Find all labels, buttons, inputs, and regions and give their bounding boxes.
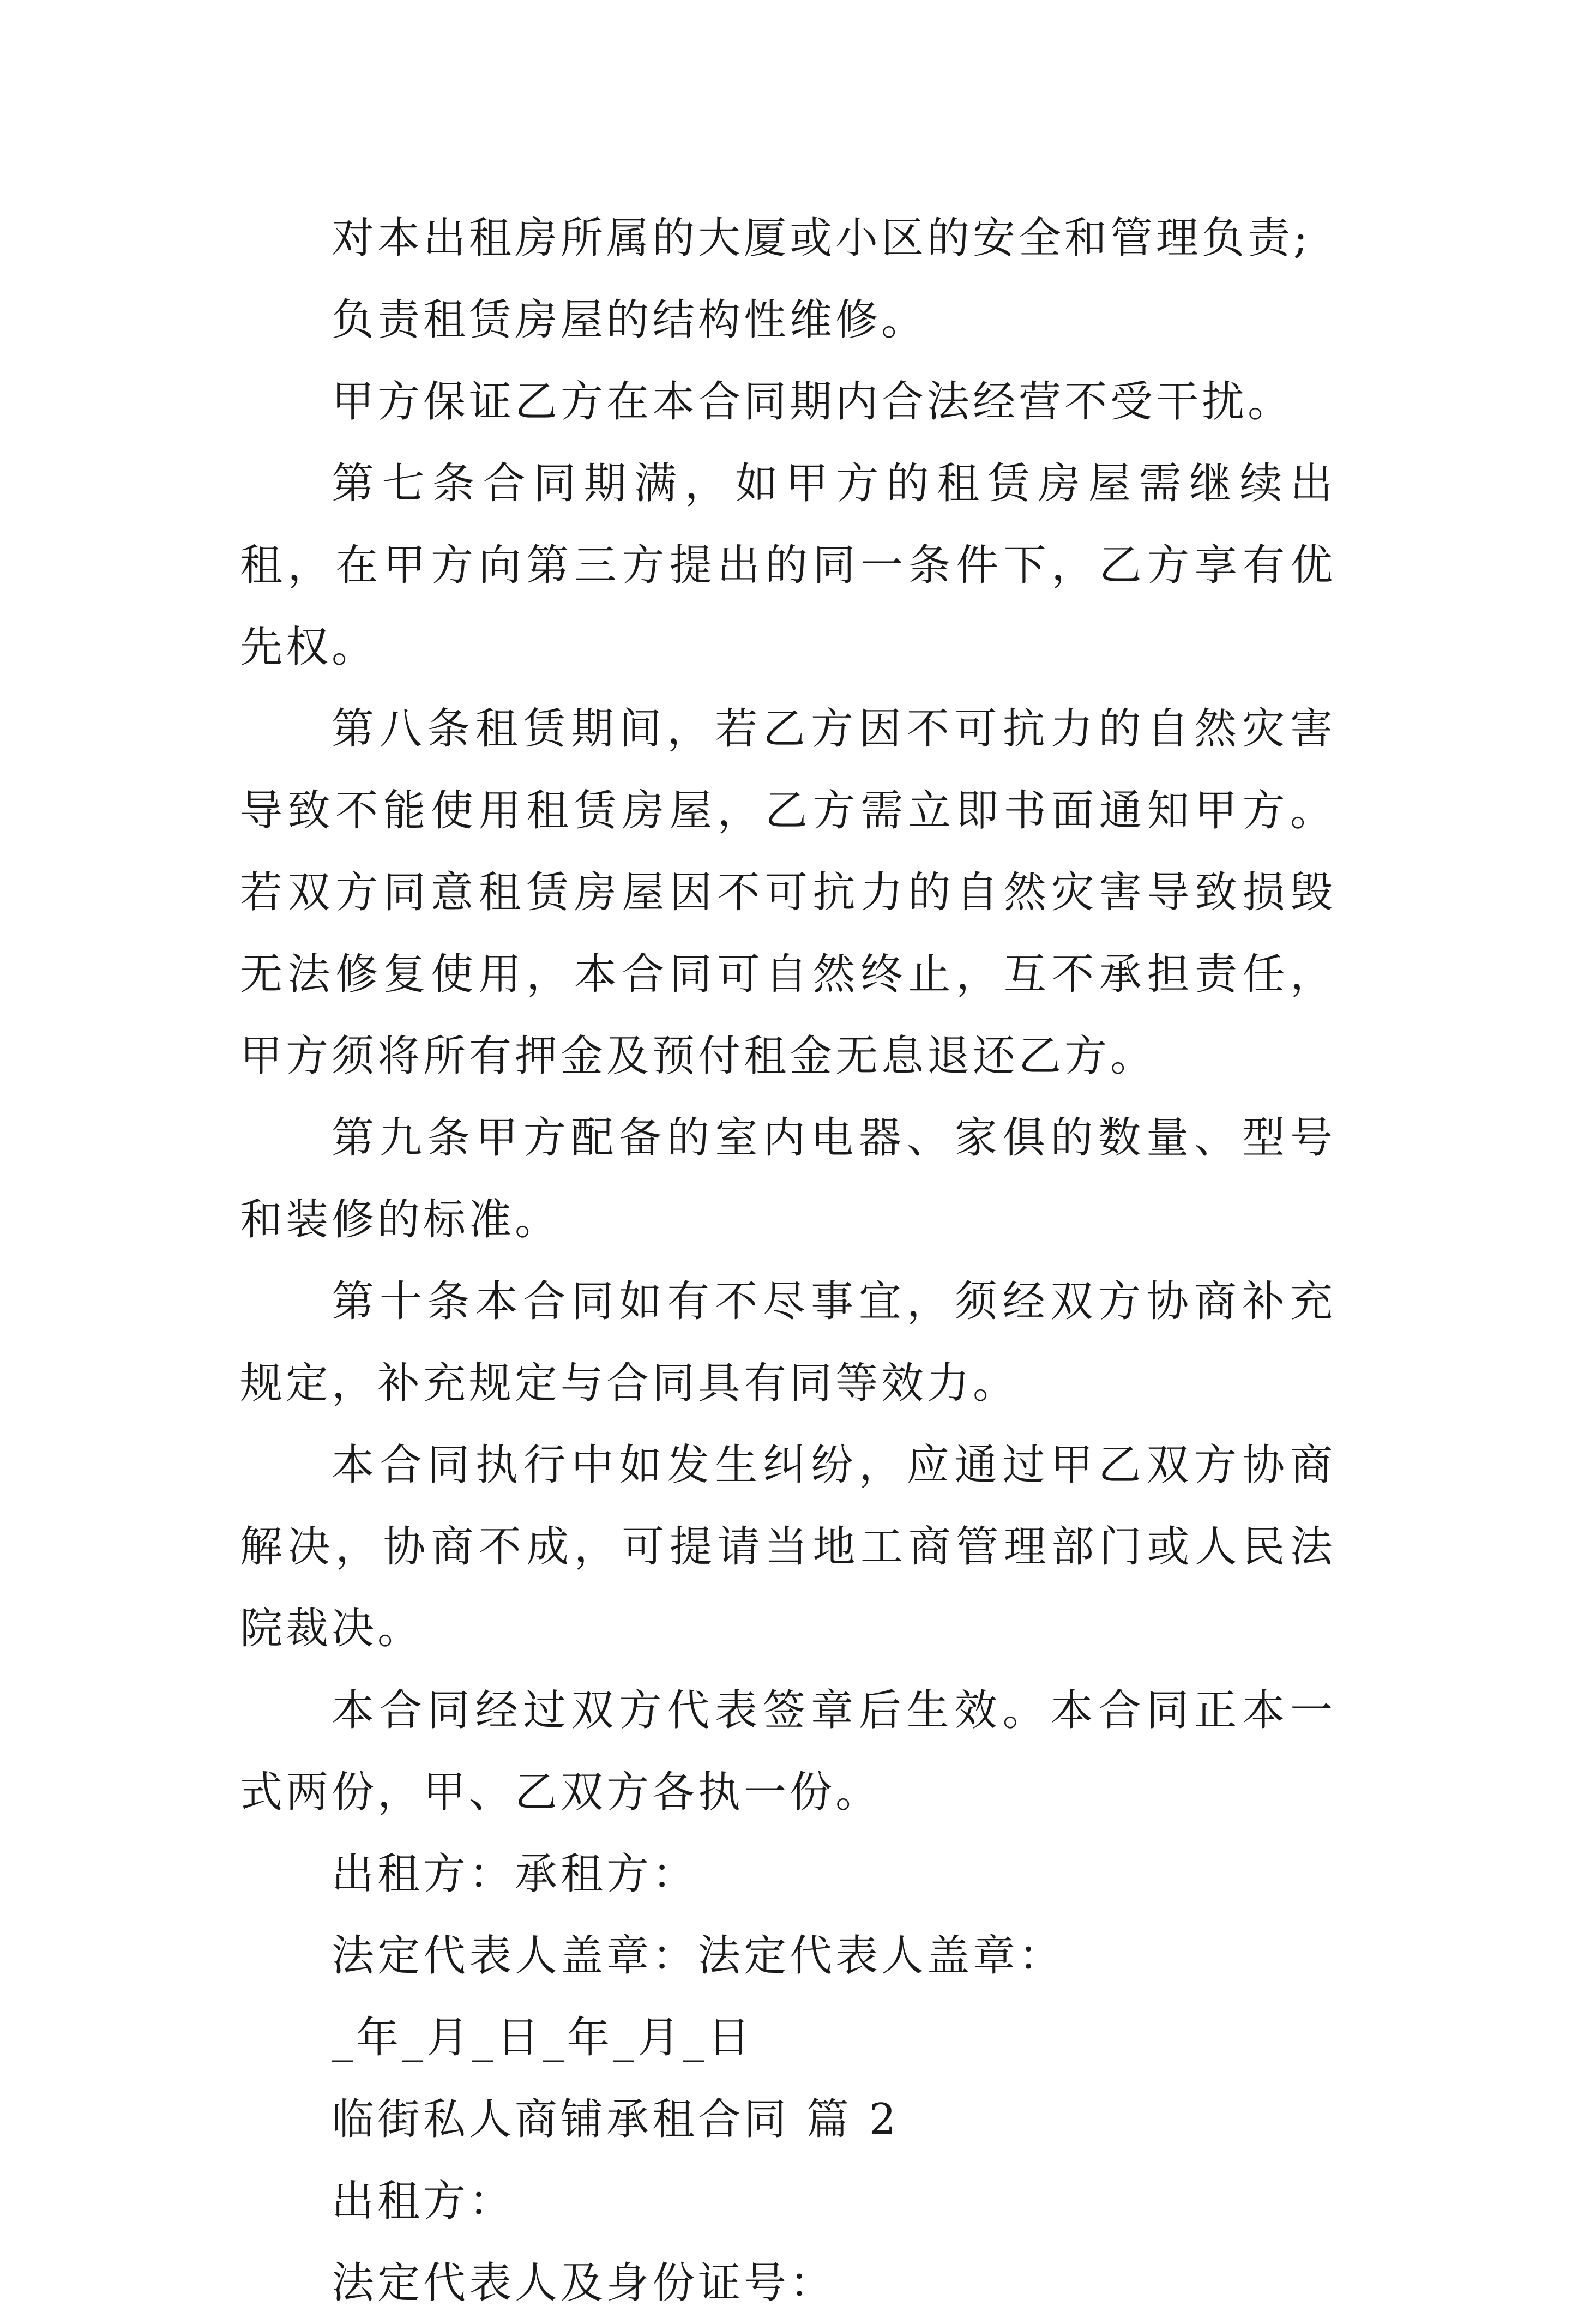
paragraph-article-7: 第七条合同期满，如甲方的租赁房屋需继续出租，在甲方向第三方提出的同一条件下，乙方享有优先权。 (240, 459, 1336, 672)
paragraph-structural-repair: 负责租赁房屋的结构性维修。 (332, 296, 927, 345)
paragraph-article-9: 第九条甲方配备的室内电器、家俱的数量、型号和装修的标准。 (240, 1113, 1336, 1244)
paragraph-dispute-resolution: 本合同执行中如发生纠纷，应通过甲乙双方协商解决，协商不成，可提请当地工商管理部门或人民法院裁决。 (240, 1441, 1336, 1653)
lessor-label: 出租方： (332, 2177, 515, 2226)
section-title: 临街私人商铺承租合同 篇 2 (332, 2095, 900, 2144)
paragraph-article-8: 第八条租赁期间，若乙方因不可抗力的自然灾害导致不能使用租赁房屋，乙方需立即书面通知甲方。若双方同意租赁房屋因不可抗力的自然灾害导致损毁无法修复使用，本合同可自然终止，互不承担责任，甲方须将所有押金及预付租金无息退还乙方。 (240, 705, 1336, 1081)
legal-representative-id-label: 法定代表人及身份证号： (332, 2259, 836, 2308)
document-body (240, 197, 1336, 2324)
signature-seal-line: 法定代表人盖章：法定代表人盖章： (332, 1931, 1065, 1980)
signature-parties-line: 出租方：承租方： (332, 1850, 698, 1899)
paragraph-article-10: 第十条本合同如有不尽事宜，须经双方协商补充规定，补充规定与合同具有同等效力。 (240, 1277, 1336, 1408)
signature-date-line: _年_月_日_年_月_日 (332, 2013, 754, 2062)
paragraph-legal-operation: 甲方保证乙方在本合同期内合法经营不受干扰。 (332, 377, 1294, 426)
paragraph-building-safety: 对本出租房所属的大厦或小区的安全和管理负责; (332, 214, 1311, 263)
paragraph-effectiveness: 本合同经过双方代表签章后生效。本合同正本一式两份，甲、乙双方各执一份。 (240, 1686, 1336, 1817)
